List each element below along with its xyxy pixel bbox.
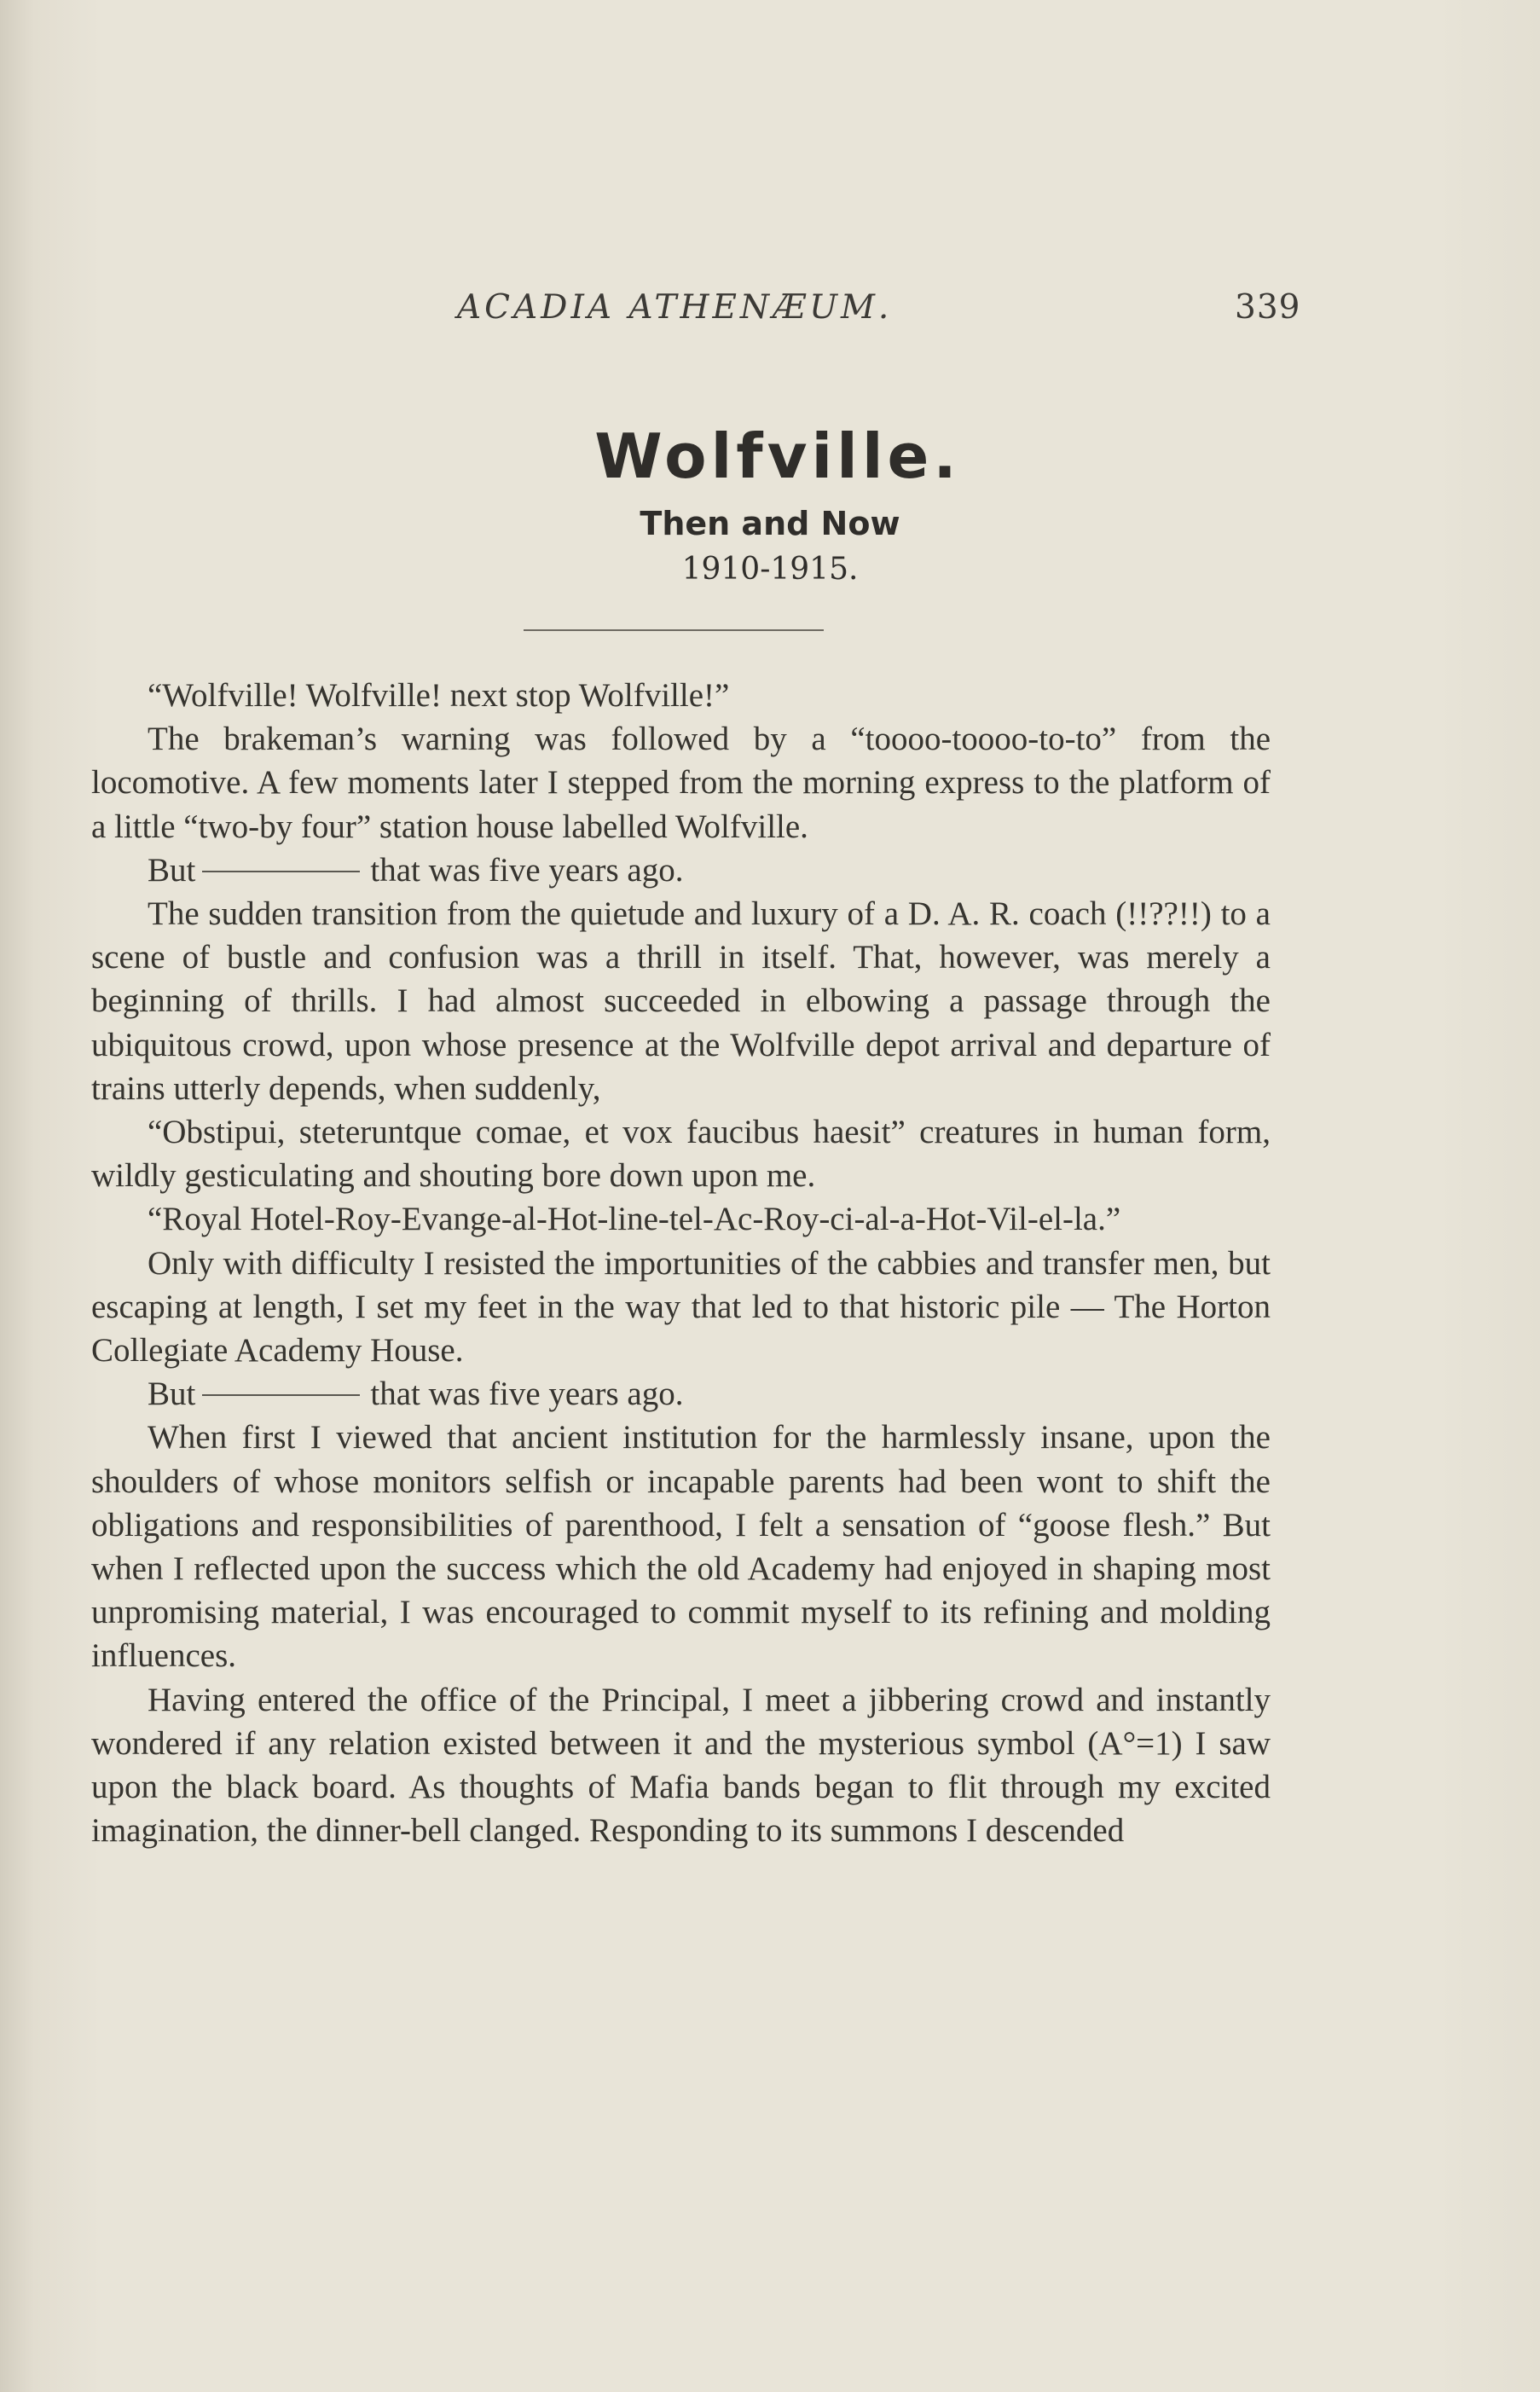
running-title: ACADIA ATHENÆUM.	[457, 288, 893, 327]
paragraph-text: But	[148, 851, 196, 889]
paragraph: The brakeman’s warning was followed by a “toooo-toooo-to-to” from the locomotive. A few moments later I stepped from the morning express to the platform of a little “two-by four” station house labelled Wolfville.	[91, 721, 1271, 845]
article-heading	[0, 418, 1540, 592]
paragraph-text: that was five years ago.	[370, 1376, 684, 1413]
paragraph: “Obstipui, steteruntque comae, et vox faucibus haesit” creatures in human form, wildly gesticulating and shouting bore down upon me.	[91, 1114, 1271, 1195]
article-body	[91, 674, 1271, 1852]
article-dates: 1910-1915.	[681, 552, 859, 587]
em-rule	[202, 871, 360, 872]
article-title: Wolfville.	[594, 420, 961, 492]
paragraph-text: But	[148, 1376, 196, 1413]
paragraph: Having entered the office of the Principal, I meet a jibbering crowd and instantly wondered if any relation existed between it and the mysterious symbol (A°=1) I saw upon the black board. As thoughts of Mafia bands began to flit through my excited imagination, the dinner-bell clanged. Responding to its summons I descended	[91, 1681, 1271, 1850]
running-head	[0, 288, 1540, 339]
page-number: 339	[1235, 288, 1301, 327]
paragraph: “Wolfville! Wolfville! next stop Wolfville!”	[148, 677, 730, 714]
paragraph: Only with difficulty I resisted the importunities of the cabbies and transfer men, but escaping at length, I set my feet in the way that led to that historic pile — The Horton Collegiate Academy House.	[91, 1244, 1271, 1370]
paragraph	[91, 848, 1271, 892]
bottom-margin	[0, 2098, 1540, 2392]
em-rule	[202, 1394, 360, 1396]
title-divider	[524, 629, 824, 631]
paragraph	[91, 1372, 1271, 1416]
paragraph: The sudden transition from the quietude and luxury of a D. A. R. coach (!!??!!) to a scene of bustle and confusion was a thrill in itself. That, however, was merely a beginning of thrills. I had almost succeeded in elbowing a passage through the ubiquitous crowd, upon whose presence at the Wolfville depot arrival and departure of trains utterly depends, when suddenly,	[91, 895, 1271, 1107]
paragraph-text: that was five years ago.	[370, 851, 684, 889]
paragraph: “Royal Hotel-Roy-Evange-al-Hot-line-tel-Ac-Roy-ci-al-a-Hot-Vil-el-la.”	[148, 1201, 1121, 1238]
paragraph: When first I viewed that ancient institution for the harmlessly insane, upon the shoulders of whose monitors selfish or incapable parents had been wont to shift the obligations and responsibilities of parenthood, I felt a sensation of “goose flesh.” But when I reflected upon the success which the old Academy had enjoyed in shaping most unpromising material, I was encouraged to commit myself to its refining and molding influences.	[91, 1419, 1271, 1675]
article-subtitle: Then and Now	[640, 505, 900, 542]
